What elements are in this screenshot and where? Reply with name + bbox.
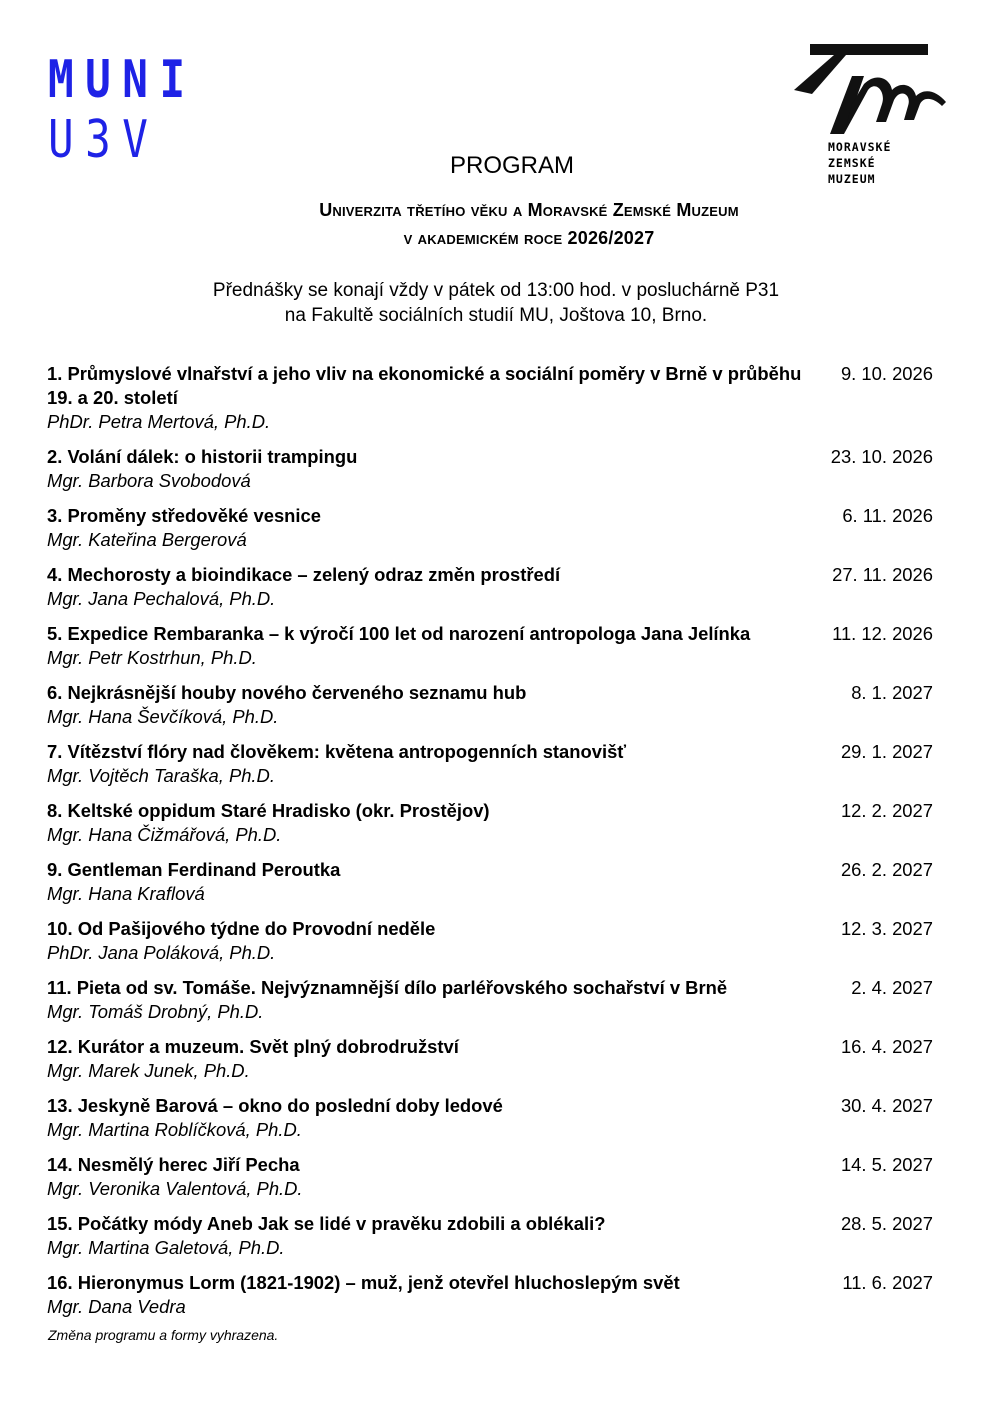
lecture-number: 4. xyxy=(47,564,63,585)
lecture-speaker: Mgr. Martina Galetová, Ph.D. xyxy=(47,1237,285,1258)
lecture-item xyxy=(47,1035,933,1083)
lecture-date: 26. 2. 2027 xyxy=(840,859,933,880)
lecture-title xyxy=(47,740,807,764)
lecture-title xyxy=(47,917,807,941)
lecture-speaker: Mgr. Martina Roblíčková, Ph.D. xyxy=(47,1119,302,1140)
lecture-title xyxy=(47,362,807,410)
lecture-date: 30. 4. 2027 xyxy=(840,1095,933,1116)
lecture-number: 6. xyxy=(47,682,63,703)
lecture-title-text: Kurátor a muzeum. Svět plný dobrodružství xyxy=(77,1036,459,1057)
info-line2: na Fakultě sociálních studií MU, Joštova 10, Brno. xyxy=(284,305,708,326)
lecture-item xyxy=(47,1212,933,1260)
lecture-item xyxy=(47,445,933,493)
lecture-title-text: Vítězství flóry nad člověkem: květena antropogenních stanovišť xyxy=(67,741,627,762)
lecture-title-text: Nejkrásnější houby nového červeného seznamu hub xyxy=(67,682,527,703)
lecture-date: 12. 2. 2027 xyxy=(840,800,933,821)
lecture-item xyxy=(47,917,933,965)
lecture-title-text: Nesmělý herec Jiří Pecha xyxy=(77,1154,300,1175)
lecture-number: 3. xyxy=(47,505,63,526)
lecture-item xyxy=(47,563,933,611)
lecture-number: 12. xyxy=(47,1036,73,1057)
lecture-item xyxy=(47,1271,933,1319)
lecture-speaker: Mgr. Tomáš Drobný, Ph.D. xyxy=(47,1001,264,1022)
muni-logo-line2: U3V xyxy=(48,110,160,170)
lecture-speaker: Mgr. Hana Kraflová xyxy=(47,883,205,904)
lecture-item xyxy=(47,1094,933,1142)
mzm-logo-line3: MUZEUM xyxy=(828,172,876,186)
lecture-title-text: Mechorosty a bioindikace – zelený odraz změn prostředí xyxy=(67,564,561,585)
lecture-speaker: Mgr. Veronika Valentová, Ph.D. xyxy=(47,1178,303,1199)
lecture-item xyxy=(47,1153,933,1201)
lecture-date: 11. 12. 2026 xyxy=(832,623,933,644)
lecture-title-text: Hieronymus Lorm (1821-1902) – muž, jenž otevřel hluchoslepým svět xyxy=(77,1272,680,1293)
lecture-number: 11. xyxy=(47,977,72,998)
lecture-speaker: Mgr. Marek Junek, Ph.D. xyxy=(47,1060,250,1081)
lecture-speaker: Mgr. Hana Čižmářová, Ph.D. xyxy=(47,824,282,845)
lecture-number: 2. xyxy=(47,446,63,467)
lecture-date: 29. 1. 2027 xyxy=(840,741,933,762)
lecture-title-text: Od Pašijového týdne do Provodní neděle xyxy=(77,918,436,939)
lecture-date: 28. 5. 2027 xyxy=(840,1213,933,1234)
lecture-title-text: Volání dálek: o historii trampingu xyxy=(67,446,358,467)
subtitle-line1: Univerzita třetího věku a Moravské Zemské Muzeum xyxy=(319,200,739,220)
lecture-date: 23. 10. 2026 xyxy=(830,446,933,467)
lecture-number: 5. xyxy=(47,623,63,644)
lecture-item xyxy=(47,976,933,1024)
lecture-date: 6. 11. 2026 xyxy=(842,505,933,526)
lecture-number: 8. xyxy=(47,800,63,821)
lecture-title xyxy=(47,1094,807,1118)
lecture-title xyxy=(47,976,827,1000)
lecture-title-text: Pieta od sv. Tomáše. Nejvýznamnější dílo parléřovského sochařství v Brně xyxy=(76,977,728,998)
lecture-date: 9. 10. 2026 xyxy=(840,363,933,384)
lecture-speaker: Mgr. Dana Vedra xyxy=(47,1296,186,1317)
footer-note: Změna programu a formy vyhrazena. xyxy=(48,1327,279,1343)
lecture-date: 11. 6. 2027 xyxy=(842,1272,933,1293)
lecture-date: 12. 3. 2027 xyxy=(840,918,933,939)
lecture-date: 2. 4. 2027 xyxy=(851,977,933,998)
lecture-number: 16. xyxy=(47,1272,73,1293)
lecture-title-text: Počátky módy Aneb Jak se lidé v pravěku zdobili a oblékali? xyxy=(77,1213,606,1234)
lecture-number: 7. xyxy=(47,741,63,762)
lecture-title xyxy=(47,799,807,823)
mzm-logo-line2: ZEMSKÉ xyxy=(828,156,876,170)
lecture-title xyxy=(47,1035,807,1059)
lecture-speaker: PhDr. Petra Mertová, Ph.D. xyxy=(47,411,271,432)
lecture-title xyxy=(47,1271,807,1295)
lecture-speaker: Mgr. Jana Pechalová, Ph.D. xyxy=(47,588,276,609)
lecture-item xyxy=(47,504,933,552)
lecture-speaker: Mgr. Barbora Svobodová xyxy=(47,470,251,491)
lecture-item xyxy=(47,622,933,670)
mzm-logo-mark-icon xyxy=(790,42,950,137)
lecture-date: 8. 1. 2027 xyxy=(851,682,933,703)
lecture-title xyxy=(47,563,807,587)
lecture-title xyxy=(47,1153,807,1177)
page-title: PROGRAM xyxy=(449,152,574,179)
lecture-title-text: Keltské oppidum Staré Hradisko (okr. Prostějov) xyxy=(67,800,490,821)
lecture-number: 10. xyxy=(47,918,73,939)
lecture-title-text: Gentleman Ferdinand Peroutka xyxy=(67,859,341,880)
lecture-title-text: Expedice Rembaranka – k výročí 100 let od narození antropologa Jana Jelínka xyxy=(67,623,751,644)
lecture-item xyxy=(47,799,933,847)
lecture-title xyxy=(47,858,807,882)
lecture-number: 15. xyxy=(47,1213,73,1234)
lecture-speaker: Mgr. Vojtěch Taraška, Ph.D. xyxy=(47,765,275,786)
lecture-number: 9. xyxy=(47,859,63,880)
lecture-date: 27. 11. 2026 xyxy=(832,564,933,585)
lecture-list xyxy=(47,362,933,1330)
mzm-logo-line1: MORAVSKÉ xyxy=(828,140,892,154)
lecture-number: 1. xyxy=(47,363,63,384)
lecture-item xyxy=(47,858,933,906)
lecture-title xyxy=(47,445,807,469)
lecture-title-text: Průmyslové vlnařství a jeho vliv na ekonomické a sociální poměry v Brně v průběhu 19. a 20. století xyxy=(47,363,802,408)
lecture-speaker: Mgr. Kateřina Bergerová xyxy=(47,529,247,550)
lecture-date: 14. 5. 2027 xyxy=(840,1154,933,1175)
lecture-item xyxy=(47,681,933,729)
lecture-date: 16. 4. 2027 xyxy=(840,1036,933,1057)
lecture-title xyxy=(47,622,807,646)
lecture-speaker: PhDr. Jana Poláková, Ph.D. xyxy=(47,942,276,963)
lecture-speaker: Mgr. Petr Kostrhun, Ph.D. xyxy=(47,647,257,668)
info-line1: Přednášky se konají vždy v pátek od 13:00 hod. v posluchárně P31 xyxy=(212,280,780,301)
muni-logo-line1: MUNI xyxy=(48,50,197,110)
lecture-number: 13. xyxy=(47,1095,73,1116)
lecture-title xyxy=(47,504,807,528)
lecture-item xyxy=(47,740,933,788)
subtitle-line2: v akademickém roce 2026/2027 xyxy=(403,228,655,248)
lecture-speaker: Mgr. Hana Ševčíková, Ph.D. xyxy=(47,706,279,727)
lecture-item xyxy=(47,362,933,434)
lecture-title-text: Proměny středověké vesnice xyxy=(67,505,321,526)
lecture-title-text: Jeskyně Barová – okno do poslední doby ledové xyxy=(77,1095,503,1116)
lecture-number: 14. xyxy=(47,1154,73,1175)
lecture-title xyxy=(47,1212,807,1236)
lecture-title xyxy=(47,681,807,705)
